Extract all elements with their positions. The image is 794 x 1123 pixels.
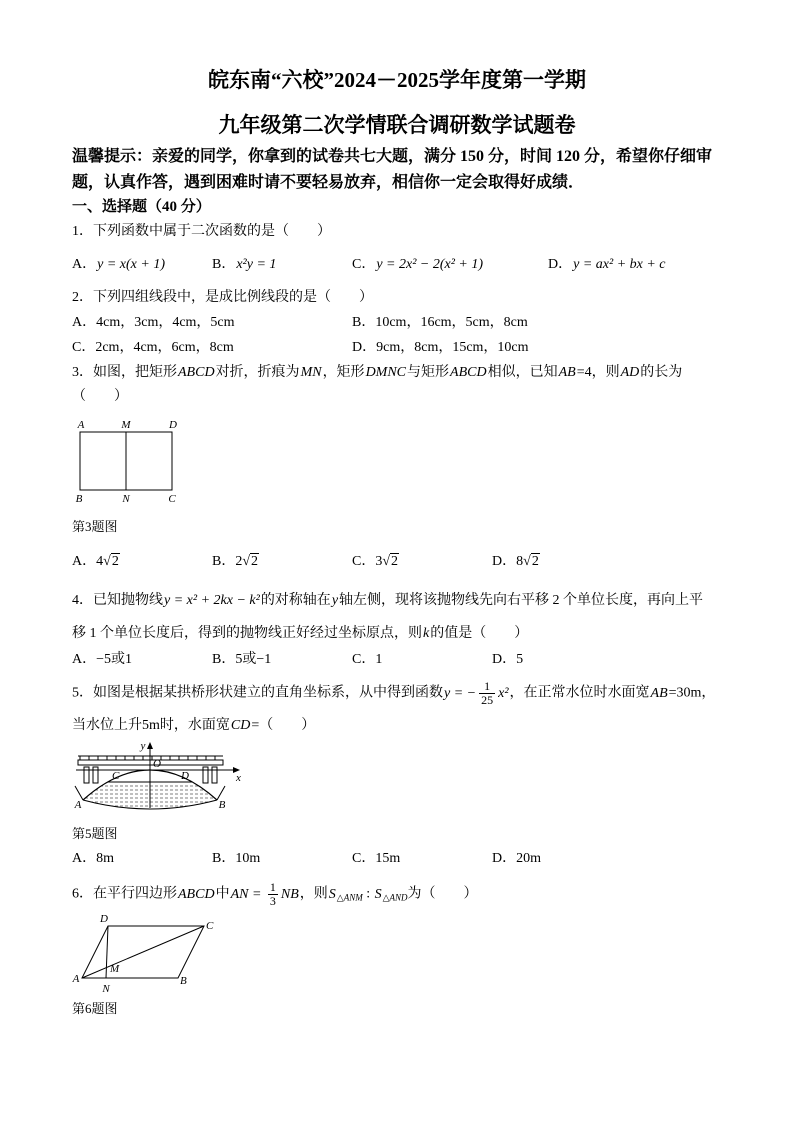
option-label: A． [72,652,97,667]
option-label: D． [492,851,517,866]
q6-figure-parallelogram [68,912,218,1000]
label-b: B [180,975,187,987]
option-formula: y = ax² + bx + c [573,257,666,272]
q3-option-d [492,551,540,573]
label-n: N [102,983,110,995]
fraction-denominator: 25 [481,693,494,707]
option-label: B． [212,851,236,866]
stem-text: 轴左侧，现将该抛物线先向右平移 2 个单位长度，再向上平 [339,593,704,608]
stem-math: MN [300,365,322,380]
stem-text: 5．如图是根据某拱桥形状建立的直角坐标系，从中得到函数 [72,685,443,701]
label-d: D [169,419,177,431]
option-coef: 8 [516,554,524,569]
option-text: 5 [516,652,524,667]
label-b: B [75,493,83,505]
q4-option-c [352,650,382,670]
label-a: A [74,799,82,811]
stem-text: 4．已知抛物线 [72,593,163,608]
label-d: D [100,913,108,925]
label-a: A [72,973,80,985]
q4-option-b [212,650,271,670]
option-radical [242,553,259,569]
stem-text: 相似，已知 [487,365,558,380]
radicand: 2 [391,554,399,569]
stem-math: NB [280,886,299,902]
option-radical [523,553,540,569]
exam-subtitle: 九年级第二次学情联合调研数学试题卷 [218,113,576,137]
notice-line-1: 温馨提示：亲爱的同学，你拿到的试卷共七大题，满分 150 分，时间 120 分，希望你仔细审 [72,148,713,165]
label-c: C [206,920,214,932]
option-radical [382,553,399,569]
stem-math: y [331,593,339,608]
stem-math: y = x² + 2kx − k² [164,593,260,608]
label-d: D [181,770,189,782]
stem-text: =4，则 [576,365,620,380]
option-label: B． [352,315,376,330]
label-b: B [218,799,226,811]
stem-text: =30m， [668,685,716,701]
radical-sign: √ [523,554,531,569]
stem-text: ，则 [299,886,328,902]
option-label: C． [352,257,376,272]
option-text: 4cm，3cm，4cm，5cm [96,315,235,330]
option-label: C． [352,554,376,569]
exam-title: 皖东南“六校”2024－2025学年度第一学期 [208,68,586,92]
stem-math: CD [230,718,251,733]
q2-option-a [72,313,235,333]
option-text: 10cm，16cm，5cm，8cm [375,315,528,330]
stem-text: 3．如图，把矩形 [72,365,177,380]
option-label: C． [352,652,376,667]
option-label: C． [72,340,96,355]
segment-dn [106,926,108,978]
option-label: C． [352,851,376,866]
stem-text: ，矩形 [322,365,365,380]
q2-stem: 2．下列四组线段中，是成比例线段的是（ ） [72,290,373,305]
radicand: 2 [111,554,119,569]
stem-text: 中 [215,886,230,902]
q2-option-b [352,313,528,333]
stem-text: 的长为 [640,365,683,380]
right-pier [212,767,217,783]
label-y: y [140,740,146,752]
q6-stem [72,881,478,910]
stem-text: 为（ ） [407,886,478,902]
left-pier [93,767,98,783]
stem-math: ABCD [450,365,487,380]
area-subscript: △AND [382,892,408,903]
section-title-choice: 一、选择题（40 分） [72,199,211,215]
option-text: 2cm，4cm，6cm，8cm [95,340,234,355]
q3-answer-blank: （ ） [72,389,128,404]
option-text: 9cm，8cm，15cm，10cm [376,340,529,355]
q1-option-c [352,254,484,276]
option-text: −5或1 [96,652,133,667]
q1-option-a [72,254,166,276]
q3-option-c [352,551,399,573]
stem-text: 的对称轴在 [260,593,331,608]
option-label: D． [548,257,573,272]
q3-figure-caption: 第3题图 [72,519,118,534]
q1-option-d [548,254,667,276]
left-pier [84,767,89,783]
option-text: 15m [375,851,401,866]
option-text: 20m [516,851,542,866]
radical-sign: √ [242,554,251,569]
option-label: B． [212,257,236,272]
option-formula: x²y = 1 [236,257,277,272]
option-text: 5或−1 [235,652,272,667]
radical-sign: √ [382,554,391,569]
option-text: 10m [235,851,261,866]
radicand: 2 [531,554,539,569]
stem-text: =（ ） [251,718,316,733]
stem-math: k [423,626,430,641]
option-label: B． [212,652,236,667]
q3-option-b [212,551,259,573]
q3-option-a [72,551,120,573]
label-x: x [236,772,241,784]
option-radical [103,553,120,569]
diagonal-ac [82,926,204,978]
label-c: C [168,493,176,505]
stem-text: 6．在平行四边形 [72,886,177,902]
stem-text: 移 1 个单位长度后，得到的抛物线正好经过坐标原点，则 [72,626,422,641]
option-label: A． [72,554,97,569]
stem-text: 对折，折痕为 [215,365,300,380]
q5-option-c [352,849,400,869]
stem-text: 与矩形 [407,365,450,380]
option-label: A． [72,851,97,866]
q5-figure-caption: 第5题图 [72,826,118,841]
q3-stem [72,363,682,383]
option-text: 8m [96,851,115,866]
q2-option-c [72,338,234,358]
option-label: D． [492,652,517,667]
q4-option-a [72,650,132,670]
q4-option-d [492,650,523,670]
stem-math: AB [558,365,576,380]
area-subscript: △ANM [336,892,363,903]
option-text: 1 [375,652,383,667]
q5-option-d [492,849,541,869]
fraction [268,881,278,908]
label-origin: O [153,758,161,770]
label-n: N [122,493,130,505]
q5-option-a [72,849,114,869]
label-m: M [110,963,120,975]
stem-math: AB [650,685,668,701]
q1-option-b [212,254,277,276]
radical-sign: √ [103,554,111,569]
option-coef: 4 [96,554,104,569]
area-symbol: S [328,886,336,902]
stem-text: 的值是（ ） [430,626,529,641]
stem-math: ABCD [178,365,215,380]
q1-stem: 1．下列函数中属于二次函数的是（ ） [72,224,331,239]
area-symbol: S [374,886,382,902]
q5-figure-bridge [70,738,245,816]
stem-math: ABCD [178,886,215,902]
q5-stem-line-2 [72,716,315,736]
option-label: A． [72,257,97,272]
stem-math: DMNC [365,365,407,380]
option-coef: 3 [375,554,383,569]
q5-option-b [212,849,260,869]
q3-figure-rectangle [70,415,185,507]
option-formula: y = 2x² − 2(x² + 1) [376,257,484,272]
railing-posts [80,756,215,760]
ratio-colon: : [362,886,374,902]
fraction-numerator: 1 [479,680,495,694]
option-label: A． [72,315,97,330]
stem-math: AN = [230,886,265,902]
stem-math: AD [620,365,640,380]
option-label: B． [212,554,236,569]
stem-math: x² [498,685,509,701]
label-c: C [112,770,120,782]
option-coef: 2 [235,554,243,569]
label-m: M [121,419,131,431]
option-formula: y = x(x + 1) [97,257,165,272]
fraction-denominator: 3 [269,894,276,908]
q4-stem-line-2 [72,624,528,644]
fraction [479,680,495,707]
q6-figure-caption: 第6题图 [72,1001,118,1016]
option-label: D． [492,554,517,569]
q2-option-d [352,338,529,358]
fraction-numerator: 1 [269,880,276,894]
stem-text: 当水位上升5m时，水面宽 [72,718,230,733]
label-a: A [77,419,85,431]
right-pier [203,767,208,783]
stem-math: y = − [444,685,477,701]
radicand: 2 [251,554,259,569]
stem-text: ，在正常水位时水面宽 [509,685,650,701]
y-axis-arrow-icon [147,742,153,749]
notice-line-2: 题，认真作答，遇到困难时请不要轻易放弃，相信你一定会取得好成绩． [72,174,585,191]
option-label: D． [352,340,377,355]
q4-stem-line-1 [72,591,703,611]
q5-stem-line-1 [72,680,715,707]
